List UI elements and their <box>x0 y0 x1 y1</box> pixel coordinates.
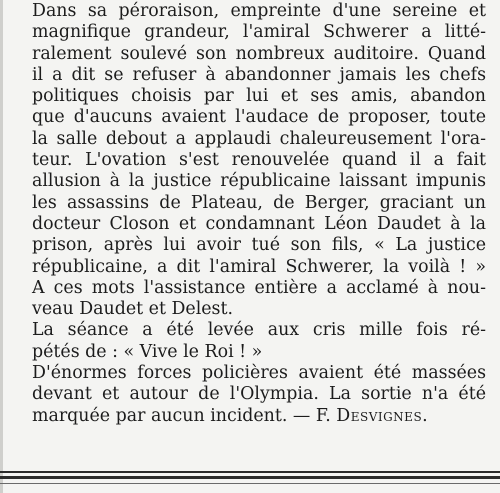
article-column <box>20 1 486 427</box>
text-line: pétés de : « Vive le Roi ! » <box>32 341 263 362</box>
text-line: magnifique grandeur, l'amiral Schwerer a litté- <box>32 22 486 43</box>
column-end-rule-thick <box>0 476 500 479</box>
paragraph-speech <box>20 1 486 320</box>
text-line: A ces mots l'assistance entière a acclamé à nou- <box>32 277 486 298</box>
column-end-rule-thin <box>0 483 500 484</box>
text-line-body: marquée par aucun incident. — F. <box>32 405 331 426</box>
text-line: D'énormes forces policières avaient été massées <box>32 363 486 384</box>
paragraph-police <box>20 363 486 427</box>
text-line: La séance a été levée aux cris mille fois ré- <box>32 320 486 341</box>
text-line: devant et autour de l'Olympia. La sortie n'a été <box>32 384 486 405</box>
text-line: docteur Closon et condamnant Léon Daudet à la <box>32 213 486 234</box>
text-line: teur. L'ovation s'est renouvelée quand il a fait <box>32 150 486 171</box>
text-line: veau Daudet et Delest. <box>32 299 234 320</box>
text-line: les assassins de Plateau, de Berger, graciant un <box>32 192 486 213</box>
text-line: allusion à la justice républicaine laissant impunis <box>32 171 486 192</box>
text-line: ralement soulevé son nombreux auditoire. Quand <box>32 43 486 64</box>
text-line <box>20 406 486 427</box>
text-line: républicaine, a dit l'amiral Schwerer, la voilà ! » <box>32 256 486 277</box>
text-line: il a dit se refuser à abandonner jamais les chefs <box>32 64 486 85</box>
text-line: prison, après lui avoir tué son fils, « La justice <box>32 235 486 256</box>
text-line: politiques choisis par lui et ses amis, abandon <box>32 86 486 107</box>
text-line: Dans sa péroraison, empreinte d'une sereine et <box>32 1 486 21</box>
text-line: la salle debout a applaudi chaleureusement l'ora- <box>32 128 486 149</box>
column-end-rule <box>0 471 500 473</box>
author-signature: Desvignes. <box>336 405 429 426</box>
text-line: que d'aucuns avaient l'audace de proposer, toute <box>32 107 486 128</box>
page-edge-shadow <box>0 0 3 493</box>
paragraph-closing <box>20 320 486 363</box>
